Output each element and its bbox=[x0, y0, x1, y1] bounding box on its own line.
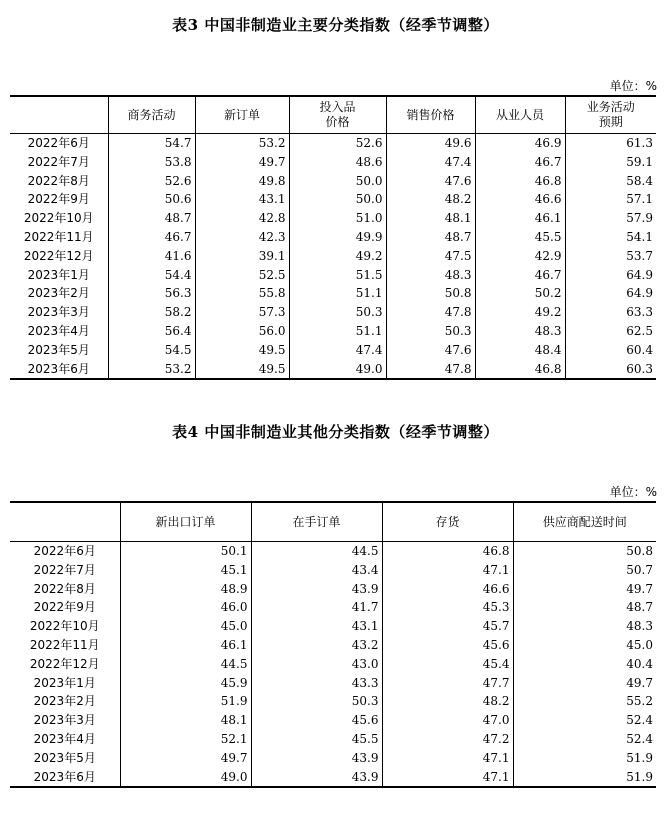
row-period-label: 2022年12月 bbox=[23, 248, 94, 263]
data-cell: 51.5 bbox=[289, 266, 386, 285]
data-cell: 54.7 bbox=[108, 134, 195, 153]
data-cell: 47.4 bbox=[289, 341, 386, 360]
row-period-label: 2022年9月 bbox=[27, 192, 90, 207]
data-cell: 52.6 bbox=[108, 172, 195, 191]
data-cell: 46.8 bbox=[382, 542, 513, 561]
row-period-label: 2023年2月 bbox=[27, 286, 90, 301]
table-row bbox=[10, 674, 656, 693]
row-period-label: 2022年6月 bbox=[27, 136, 90, 150]
table-row bbox=[10, 190, 656, 209]
data-cell: 54.1 bbox=[565, 228, 656, 247]
data-cell: 42.3 bbox=[195, 228, 289, 247]
data-cell: 45.7 bbox=[382, 617, 513, 636]
data-cell: 51.0 bbox=[289, 209, 386, 228]
data-cell: 42.8 bbox=[195, 209, 289, 228]
data-cell: 50.1 bbox=[120, 542, 251, 561]
row-period-label: 2022年7月 bbox=[33, 562, 96, 577]
table3-header-row bbox=[10, 96, 656, 134]
data-cell: 45.3 bbox=[382, 598, 513, 617]
table3-column-header: 销售价格 bbox=[386, 96, 475, 134]
table3-column-header: 新订单 bbox=[195, 96, 289, 134]
data-cell: 46.0 bbox=[120, 598, 251, 617]
data-cell: 47.7 bbox=[382, 674, 513, 693]
data-cell: 47.6 bbox=[386, 341, 475, 360]
data-cell: 55.2 bbox=[513, 692, 656, 711]
row-period-label: 2022年10月 bbox=[23, 211, 94, 226]
data-cell: 47.0 bbox=[382, 711, 513, 730]
data-cell: 59.1 bbox=[565, 153, 656, 172]
data-cell: 48.3 bbox=[386, 266, 475, 285]
data-cell: 45.0 bbox=[120, 617, 251, 636]
table-row bbox=[10, 617, 656, 636]
data-cell: 57.1 bbox=[565, 190, 656, 209]
data-cell: 50.6 bbox=[108, 190, 195, 209]
row-period-label: 2022年11月 bbox=[29, 637, 100, 652]
data-cell: 47.6 bbox=[386, 172, 475, 191]
data-cell: 57.9 bbox=[565, 209, 656, 228]
data-cell: 49.7 bbox=[513, 580, 656, 599]
table3-header bbox=[10, 96, 656, 134]
row-period-label: 2022年7月 bbox=[27, 154, 90, 169]
data-cell: 53.2 bbox=[108, 360, 195, 380]
row-period-label: 2023年2月 bbox=[33, 694, 96, 709]
table4-header bbox=[10, 502, 656, 542]
data-cell: 49.7 bbox=[195, 153, 289, 172]
table-row bbox=[10, 749, 656, 768]
data-cell: 48.3 bbox=[513, 617, 656, 636]
data-cell: 48.4 bbox=[475, 341, 565, 360]
data-cell: 46.7 bbox=[475, 153, 565, 172]
table-row bbox=[10, 228, 656, 247]
data-cell: 47.8 bbox=[386, 360, 475, 380]
table-row bbox=[10, 692, 656, 711]
data-cell: 46.6 bbox=[382, 580, 513, 599]
data-cell: 51.1 bbox=[289, 284, 386, 303]
data-cell: 50.0 bbox=[289, 172, 386, 191]
data-cell: 61.3 bbox=[565, 134, 656, 153]
data-cell: 63.3 bbox=[565, 303, 656, 322]
data-cell: 48.7 bbox=[513, 598, 656, 617]
table-row bbox=[10, 172, 656, 191]
data-cell: 48.1 bbox=[120, 711, 251, 730]
data-cell: 48.1 bbox=[386, 209, 475, 228]
data-cell: 51.1 bbox=[289, 322, 386, 341]
data-cell: 49.5 bbox=[195, 341, 289, 360]
data-cell: 43.0 bbox=[251, 655, 382, 674]
data-cell: 47.1 bbox=[382, 749, 513, 768]
row-period-label: 2023年1月 bbox=[33, 675, 96, 690]
table4-unit-label: 单位：% bbox=[609, 485, 657, 499]
data-cell: 50.3 bbox=[386, 322, 475, 341]
table3 bbox=[10, 95, 656, 380]
row-period-label: 2023年6月 bbox=[10, 768, 120, 788]
data-cell: 62.5 bbox=[565, 322, 656, 341]
data-cell: 43.9 bbox=[251, 580, 382, 599]
row-period-label: 2022年8月 bbox=[33, 581, 96, 596]
data-cell: 46.9 bbox=[475, 134, 565, 153]
table-row bbox=[10, 134, 656, 153]
row-period-label: 2023年5月 bbox=[33, 750, 96, 765]
data-cell: 60.3 bbox=[565, 360, 656, 380]
table4-body bbox=[10, 542, 656, 788]
data-cell: 46.8 bbox=[475, 172, 565, 191]
data-cell: 64.9 bbox=[565, 266, 656, 285]
table3-column-header bbox=[10, 96, 108, 134]
row-period-label: 2023年6月 bbox=[10, 360, 108, 380]
table-row bbox=[10, 322, 656, 341]
row-period-label: 2022年11月 bbox=[23, 229, 94, 244]
table3-column-header: 从业人员 bbox=[475, 96, 565, 134]
table-row bbox=[10, 598, 656, 617]
data-cell: 49.8 bbox=[195, 172, 289, 191]
row-period-label: 2022年9月 bbox=[33, 600, 96, 615]
data-cell: 46.7 bbox=[108, 228, 195, 247]
data-cell: 48.2 bbox=[386, 190, 475, 209]
data-cell: 45.5 bbox=[475, 228, 565, 247]
data-cell: 43.3 bbox=[251, 674, 382, 693]
data-cell: 45.4 bbox=[382, 655, 513, 674]
data-cell: 46.6 bbox=[475, 190, 565, 209]
data-cell: 54.5 bbox=[108, 341, 195, 360]
data-cell: 49.9 bbox=[289, 228, 386, 247]
data-cell: 47.8 bbox=[386, 303, 475, 322]
data-cell: 58.4 bbox=[565, 172, 656, 191]
row-period-label: 2022年12月 bbox=[29, 656, 100, 671]
data-cell: 52.4 bbox=[513, 730, 656, 749]
data-cell: 43.1 bbox=[195, 190, 289, 209]
data-cell: 39.1 bbox=[195, 247, 289, 266]
data-cell: 40.4 bbox=[513, 655, 656, 674]
data-cell: 50.8 bbox=[513, 542, 656, 561]
table4-column-header bbox=[10, 502, 120, 542]
data-cell: 46.7 bbox=[475, 266, 565, 285]
data-cell: 45.6 bbox=[251, 711, 382, 730]
row-period-label: 2022年10月 bbox=[29, 619, 100, 634]
data-cell: 49.2 bbox=[475, 303, 565, 322]
data-cell: 41.7 bbox=[251, 598, 382, 617]
data-cell: 45.0 bbox=[513, 636, 656, 655]
data-cell: 53.8 bbox=[108, 153, 195, 172]
table-row bbox=[10, 247, 656, 266]
data-cell: 50.3 bbox=[289, 303, 386, 322]
data-cell: 47.1 bbox=[382, 561, 513, 580]
data-cell: 49.0 bbox=[120, 768, 251, 788]
data-cell: 49.6 bbox=[386, 134, 475, 153]
row-period-label: 2023年1月 bbox=[27, 267, 90, 282]
data-cell: 43.9 bbox=[251, 768, 382, 788]
row-period-label: 2023年3月 bbox=[27, 305, 90, 320]
data-cell: 52.4 bbox=[513, 711, 656, 730]
data-cell: 52.6 bbox=[289, 134, 386, 153]
table4 bbox=[10, 501, 656, 788]
table3-unit-label: 单位：% bbox=[609, 79, 657, 93]
data-cell: 56.4 bbox=[108, 322, 195, 341]
data-cell: 43.2 bbox=[251, 636, 382, 655]
data-cell: 50.3 bbox=[251, 692, 382, 711]
data-cell: 64.9 bbox=[565, 284, 656, 303]
data-cell: 51.9 bbox=[120, 692, 251, 711]
data-cell: 47.1 bbox=[382, 768, 513, 788]
table-row bbox=[10, 636, 656, 655]
table3-title: 表3 中国非制造业主要分类指数（经季节调整） bbox=[172, 16, 499, 34]
data-cell: 53.7 bbox=[565, 247, 656, 266]
data-cell: 57.3 bbox=[195, 303, 289, 322]
data-cell: 46.1 bbox=[120, 636, 251, 655]
table-row bbox=[10, 266, 656, 285]
data-cell: 48.3 bbox=[475, 322, 565, 341]
data-cell: 50.8 bbox=[386, 284, 475, 303]
table-row bbox=[10, 711, 656, 730]
data-cell: 49.0 bbox=[289, 360, 386, 380]
table-row bbox=[10, 341, 656, 360]
row-period-label: 2023年4月 bbox=[33, 731, 96, 746]
data-cell: 48.9 bbox=[120, 580, 251, 599]
data-cell: 53.2 bbox=[195, 134, 289, 153]
data-cell: 60.4 bbox=[565, 341, 656, 360]
row-period-label: 2023年4月 bbox=[27, 323, 90, 338]
table-row bbox=[10, 360, 656, 380]
table4-column-header: 新出口订单 bbox=[120, 502, 251, 542]
data-cell: 48.6 bbox=[289, 153, 386, 172]
data-cell: 44.5 bbox=[251, 542, 382, 561]
table4-header-row bbox=[10, 502, 656, 542]
data-cell: 48.7 bbox=[386, 228, 475, 247]
table-row bbox=[10, 561, 656, 580]
data-cell: 56.0 bbox=[195, 322, 289, 341]
data-cell: 52.5 bbox=[195, 266, 289, 285]
data-cell: 55.8 bbox=[195, 284, 289, 303]
data-cell: 50.7 bbox=[513, 561, 656, 580]
table-row bbox=[10, 768, 656, 788]
data-cell: 45.9 bbox=[120, 674, 251, 693]
data-cell: 58.2 bbox=[108, 303, 195, 322]
table-row bbox=[10, 542, 656, 561]
table-row bbox=[10, 303, 656, 322]
data-cell: 46.8 bbox=[475, 360, 565, 380]
data-cell: 50.2 bbox=[475, 284, 565, 303]
data-cell: 49.7 bbox=[120, 749, 251, 768]
data-cell: 43.1 bbox=[251, 617, 382, 636]
table4-column-header: 在手订单 bbox=[251, 502, 382, 542]
data-cell: 47.2 bbox=[382, 730, 513, 749]
table-row bbox=[10, 655, 656, 674]
table-row bbox=[10, 580, 656, 599]
data-cell: 47.4 bbox=[386, 153, 475, 172]
data-cell: 52.1 bbox=[120, 730, 251, 749]
data-cell: 50.0 bbox=[289, 190, 386, 209]
data-cell: 41.6 bbox=[108, 247, 195, 266]
data-cell: 49.7 bbox=[513, 674, 656, 693]
row-period-label: 2022年6月 bbox=[33, 544, 96, 558]
row-period-label: 2023年5月 bbox=[27, 342, 90, 357]
data-cell: 51.9 bbox=[513, 768, 656, 788]
data-cell: 44.5 bbox=[120, 655, 251, 674]
data-cell: 49.2 bbox=[289, 247, 386, 266]
data-cell: 42.9 bbox=[475, 247, 565, 266]
row-period-label: 2023年3月 bbox=[33, 713, 96, 728]
table3-body bbox=[10, 134, 656, 380]
table4-column-header: 存货 bbox=[382, 502, 513, 542]
data-cell: 48.2 bbox=[382, 692, 513, 711]
table-row bbox=[10, 153, 656, 172]
table4-title: 表4 中国非制造业其他分类指数（经季节调整） bbox=[172, 423, 499, 441]
table-row bbox=[10, 730, 656, 749]
table3-column-header: 投入品 价格 bbox=[289, 96, 386, 134]
data-cell: 56.3 bbox=[108, 284, 195, 303]
data-cell: 47.5 bbox=[386, 247, 475, 266]
row-period-label: 2022年8月 bbox=[27, 173, 90, 188]
data-cell: 45.5 bbox=[251, 730, 382, 749]
data-cell: 45.1 bbox=[120, 561, 251, 580]
data-cell: 51.9 bbox=[513, 749, 656, 768]
table3-column-header: 业务活动 预期 bbox=[565, 96, 656, 134]
data-cell: 49.5 bbox=[195, 360, 289, 380]
data-cell: 48.7 bbox=[108, 209, 195, 228]
data-cell: 46.1 bbox=[475, 209, 565, 228]
table3-column-header: 商务活动 bbox=[108, 96, 195, 134]
table4-column-header: 供应商配送时间 bbox=[513, 502, 656, 542]
table-row bbox=[10, 209, 656, 228]
data-cell: 45.6 bbox=[382, 636, 513, 655]
data-cell: 54.4 bbox=[108, 266, 195, 285]
data-cell: 43.4 bbox=[251, 561, 382, 580]
data-cell: 43.9 bbox=[251, 749, 382, 768]
table-row bbox=[10, 284, 656, 303]
